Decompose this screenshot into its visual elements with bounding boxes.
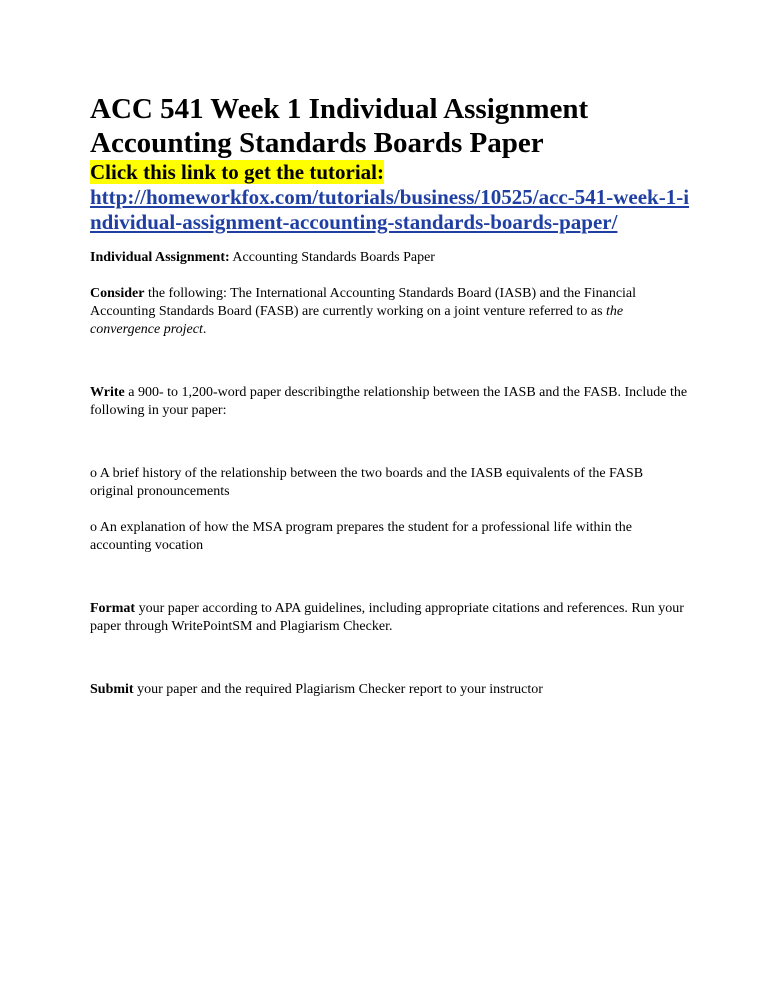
consider-paragraph (90, 285, 690, 339)
consider-text: the following: The International Accounting Standards Board (IASB) and the Financial Accounting Standards Board (FASB) are currently working on a joint venture referred to as (90, 286, 637, 319)
consider-label: Consider (90, 286, 145, 301)
write-paragraph (90, 384, 690, 420)
tutorial-link[interactable]: http://homeworkfox.com/tutorials/business/10525/acc-541-week-1-individual-assignment-accounting-standards-boards-paper/ (90, 185, 690, 234)
consider-end: . (202, 322, 207, 337)
assignment-label: Individual Assignment: (90, 250, 230, 265)
submit-label: Submit (90, 682, 134, 697)
write-label: Write (90, 385, 125, 400)
format-paragraph (90, 600, 690, 636)
bullet-item: o A brief history of the relationship between the two boards and the IASB equivalents of the FASB original pronouncements (90, 466, 644, 499)
submit-paragraph (90, 681, 690, 699)
document-page (90, 92, 690, 699)
tutorial-prompt: Click this link to get the tutorial: (90, 160, 384, 184)
bullet-item: o An explanation of how the MSA program prepares the student for a professional life within the accounting vocation (90, 520, 632, 553)
submit-text: your paper and the required Plagiarism Checker report to your instructor (133, 682, 543, 697)
document-title (90, 92, 690, 160)
tutorial-block (90, 160, 690, 235)
title-line-1: ACC 541 Week 1 Individual Assignment (90, 93, 589, 125)
assignment-line (90, 249, 690, 267)
title-line-2: Accounting Standards Boards Paper (90, 127, 544, 159)
consider-italic: the convergence project (90, 304, 624, 337)
assignment-text: Accounting Standards Boards Paper (229, 250, 435, 265)
write-text: a 900- to 1,200-word paper describingthe relationship between the IASB and the FASB. Include the following in your paper: (90, 385, 688, 418)
format-label: Format (90, 601, 136, 616)
format-text: your paper according to APA guidelines, including appropriate citations and references. Run your paper through WritePointSM and Plagiarism Checker. (90, 601, 684, 634)
